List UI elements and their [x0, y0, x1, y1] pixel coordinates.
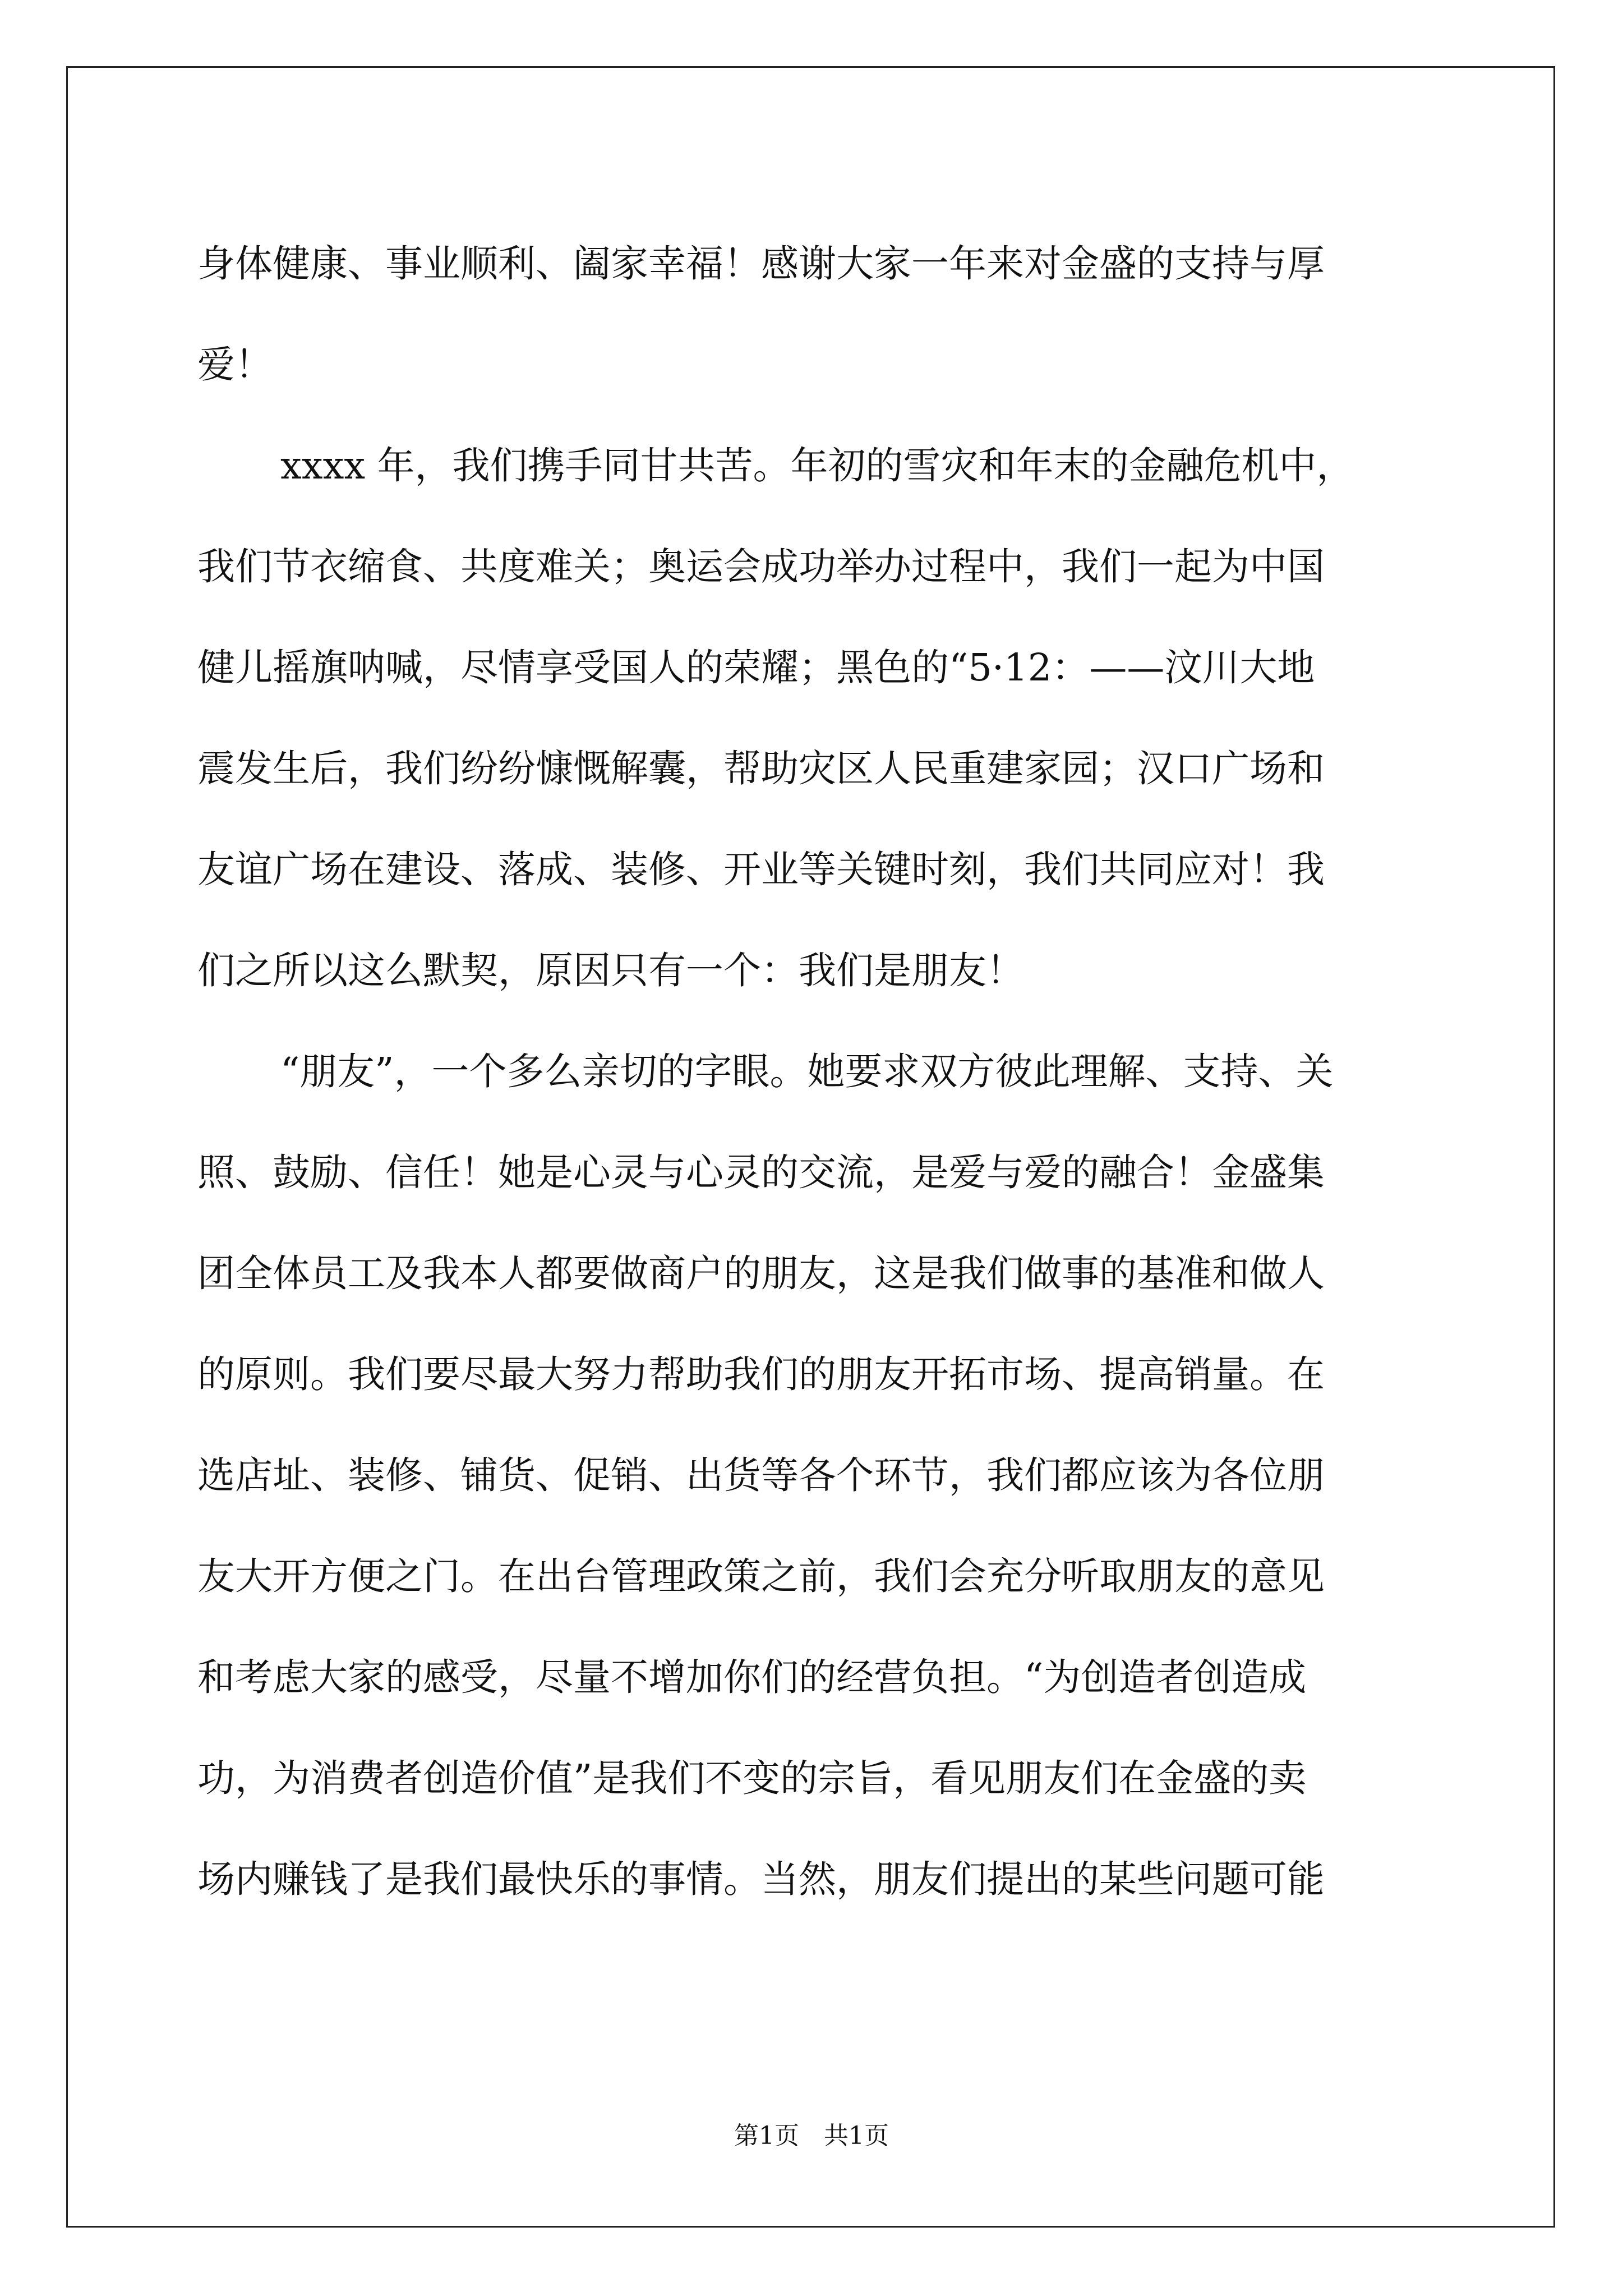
text-line: 照、鼓励、信任！她是心灵与心灵的交流，是爱与爱的融合！金盛集: [197, 1151, 1325, 1194]
text-line: 的原则。我们要尽最大努力帮助我们的朋友开拓市场、提高销量。在: [197, 1352, 1325, 1396]
text-line: 健儿摇旗呐喊，尽情享受国人的荣耀；黑色的“5·12：——汶川大地: [197, 646, 1315, 689]
text-line: 震发生后，我们纷纷慷慨解囊，帮助灾区人民重建家园；汉口广场和: [197, 747, 1325, 790]
page-number-footer: 第1页 共1页: [734, 2122, 889, 2150]
text-line: 功，为消费者创造价值”是我们不变的宗旨，看见朋友们在金盛的卖: [197, 1756, 1307, 1800]
paragraph-start-line: xxxx 年，我们携手同甘共苦。年初的雪灾和年末的金融危机中，: [280, 444, 1354, 487]
text-line: 场内赚钱了是我们最快乐的事情。当然，朋友们提出的某些问题可能: [197, 1857, 1325, 1901]
text-line: 我们节衣缩食、共度难关；奥运会成功举办过程中，我们一起为中国: [197, 545, 1325, 588]
text-line: 友谊广场在建设、落成、装修、开业等关键时刻，我们共同应对！我: [197, 848, 1325, 891]
paragraph-start-line: “朋友”，一个多么亲切的字眼。她要求双方彼此理解、支持、关: [280, 1050, 1334, 1093]
text-line: 团全体员工及我本人都要做商户的朋友，这是我们做事的基准和做人: [197, 1251, 1325, 1295]
text-line: 爱！: [197, 343, 273, 386]
text-line: 们之所以这么默契，原因只有一个：我们是朋友！: [197, 949, 1024, 992]
text-line: 身体健康、事业顺利、阖家幸福！感谢大家一年来对金盛的支持与厚: [197, 242, 1325, 286]
text-line: 友大开方便之门。在出台管理政策之前，我们会充分听取朋友的意见: [197, 1554, 1325, 1598]
text-line: 和考虑大家的感受，尽量不增加你们的经营负担。“为创造者创造成: [197, 1655, 1307, 1699]
text-line: 选店址、装修、铺货、促销、出货等各个环节，我们都应该为各位朋: [197, 1453, 1325, 1497]
document-body: [197, 213, 1426, 1930]
